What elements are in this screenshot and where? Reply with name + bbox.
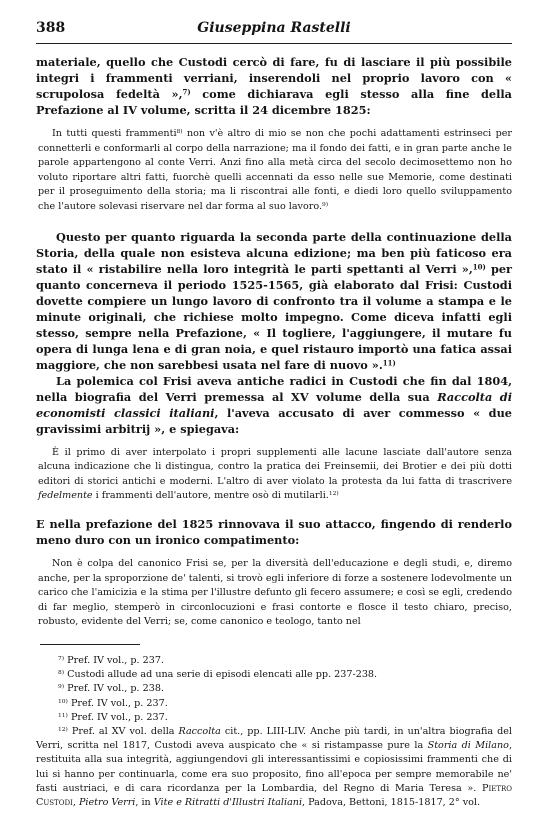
paragraph-4: E nella prefazione del 1825 rinnovava il suo attacco, fingendo di renderlo meno duro con un ironico compatimento: — [36, 516, 512, 547]
footnote-12: $^{12)}$ Pref. al XV vol. della Raccolta cit., pp. LIII-LIV. Anche più tardi, in un'altra biografia del Verri, scritta nel 1817, Custodi aveva auspicato che « si ristampasse pure la Storia di Milano, restituita alla sua integrità, aggiungendovi gli interessantissimi e copiosissimi frammenti che di lui si hanno per continuarla, come era suo proposito, fino all'epoca per sempre memorabile ne' fasti austriaci, e di cara ricordanza per la Lombardia, del Regno di Maria Teresa ». Pietro Custodi, Pietro Verri, in Vite e Ritratti d'Illustri Italiani, Padova, Bettoni, 1815-1817, 2° vol. — [36, 725, 512, 808]
paragraph-3: La polemica col Frisi aveva antiche radici in Custodi che fin dal 1804, nella biografia del Verri premessa al XV volume della sua Raccolta di economisti classici italiani, l'aveva accusato di aver commesso « due gravissimi arbitrij », e spiegava: — [36, 373, 512, 436]
page-header — [36, 20, 512, 44]
footnote-ref-8[interactable]: 8) — [176, 128, 183, 136]
footnote-ref-11[interactable]: 11) — [382, 358, 396, 368]
footnote-10: $^{10)}$ Pref. IV vol., p. 237. — [58, 697, 168, 709]
footnote-9: $^{9)}$ Pref. IV vol., p. 238. — [58, 683, 164, 695]
block-quote-1: In tutti questi frammenti$^{8)}$ non v'è altro di mio se non che pochi adattamenti estrinseci per connetterli e conformarli al corpo della narrazione; ma il fondo dei fatti, e in gran parte anche le parole appartengono al conte Verri. Anzi fino alla metà circa del secolo decimosettemo non ho voluto riportare altri fatti, fuorchè quelli accennati da esso nelle sue Memorie, come destinati per il proseguimento della storia; ma li riscontrai alle fonti, e diedi loro quello sviluppamento che l'autore solevasi riservare nel dar forma al suo lavoro.$^{9)}$ — [38, 128, 512, 212]
footnote-ref-12[interactable]: 12) — [328, 490, 339, 498]
footnotes — [36, 654, 512, 810]
block-quote-2: È il primo di aver interpolato i propri supplementi alle lacune lasciate dall'autore senza alcuna indicazione che li distingua, contro la pratica dei Freinsemii, dei Brotier e dei più dotti editori di storici antichi e moderni. L'altro di aver violato la protesta da lui fatta di trascrivere fedelmente i frammenti dell'autore, mentre osò di mutilarli.$^{12)}$ — [38, 446, 512, 502]
footnote-divider — [40, 644, 140, 645]
footnote-ref-7[interactable]: 7) — [182, 87, 191, 97]
running-head: Giuseppina Rastelli — [197, 20, 351, 36]
footnote-7: $^{7)}$ Pref. IV vol., p. 237. — [58, 654, 164, 666]
footnote-11: $^{11)}$ Pref. IV vol., p. 237. — [58, 711, 168, 723]
page-number: 388 — [36, 20, 66, 36]
paragraph-2: Questo per quanto riguarda la seconda parte della continuazione della Storia, della quale non esisteva alcuna edizione; ma ben più faticoso era stato il « ristabilire nella loro integrità le parti spettanti al Verri »,$^{10)}$ per quanto concerneva il periodo 1525-1565, già elaborato dal Frisi: Custodi dovette compiere un lungo lavoro di confronto tra il volume a stampa e le minute originali, che richiese molto impegno. Come diceva infatti egli stesso, sempre nella Prefazione, « Il togliere, l'aggiungere, il mutare fu opera di lunga lena e di gran noia, e quel ristauro importò una fatica assai maggiore, che non sarebbesi usata nel fare di nuovo ».$^{11)}$ — [36, 229, 512, 372]
page — [36, 20, 512, 810]
footnote-ref-9[interactable]: 9) — [322, 201, 329, 208]
block-quote-3: Non è colpa del canonico Frisi se, per la diversità dell'educazione e degli studi, e, diremo anche, per la sproporzione de' talenti, si trovò egli inferiore di forze a sostenere lodevolmente un carico che l'amicizia e la stima per l'illustre defunto gli fecero assumere; e così se egli, credendo di far meglio, stemperò in circonlocuzioni e frasi contorte e flosce il testo chiaro, preciso, robusto, evidente del Verri; se, come canonico e teologo, tanto nel — [38, 557, 512, 628]
footnote-8: $^{8)}$ Custodi allude ad una serie di episodi elencati alle pp. 237-238. — [58, 669, 378, 681]
footnote-ref-10[interactable]: 10) — [472, 262, 486, 272]
paragraph-1: materiale, quello che Custodi cercò di fare, fu di lasciare il più possibile integri i frammenti verriani, inserendoli nel proprio lavoro con « scrupolosa fedeltà »,$^{7)}$ come dichiarava egli stesso alla fine della Prefazione al IV volume, scritta il 24 dicembre 1825: — [36, 55, 512, 117]
